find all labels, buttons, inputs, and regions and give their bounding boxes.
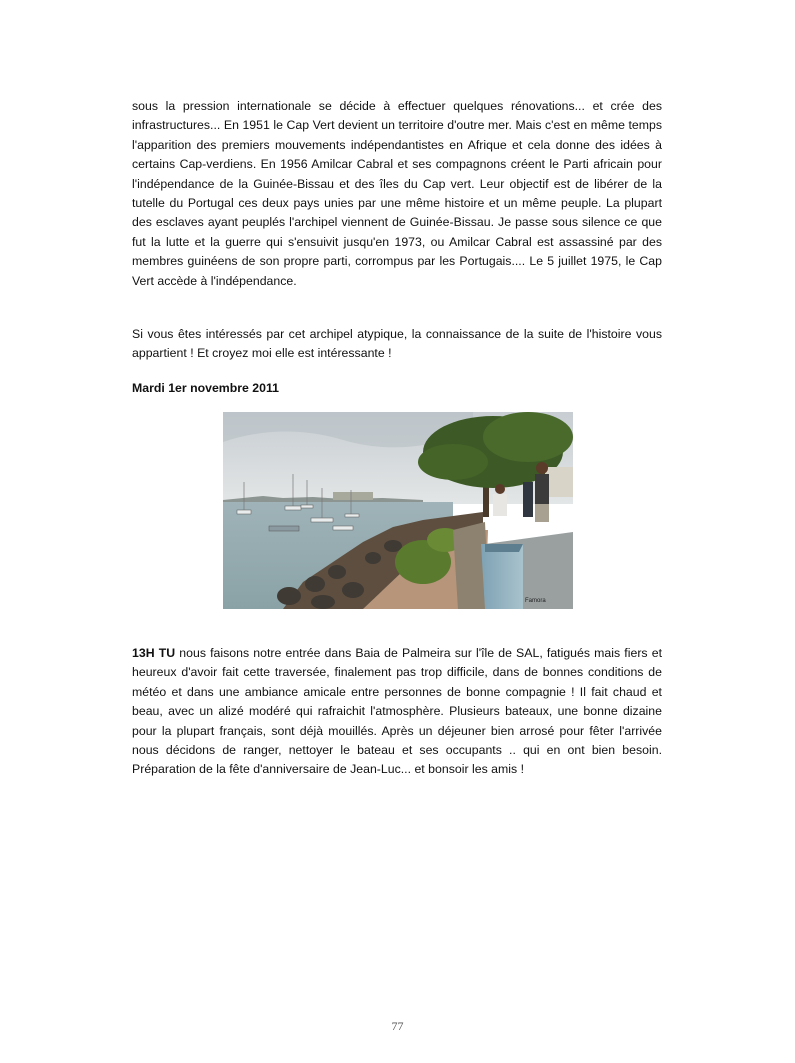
harbor-photo	[223, 412, 573, 609]
photo-credit: Famora	[525, 598, 546, 604]
arrival-time: 13H TU	[132, 646, 176, 660]
date-heading: Mardi 1er novembre 2011	[132, 381, 279, 395]
conclusion-paragraph: Si vous êtes intéressés par cet archipel atypique, la connaissance de la suite de l'histoire vous appartient ! Et croyez moi elle est intéressante !	[132, 327, 662, 361]
page-number: 77	[391, 1019, 404, 1033]
arrival-text: nous faisons notre entrée dans Baia de Palmeira sur l'île de SAL, fatigués mais fiers et heureux d'avoir fait cette traversée, finalement pas trop difficile, dans de bonnes conditions de météo et dans une ambiance amicale entre personnes de bonne compagnie ! Il fait chaud et beau, avec un alizé modéré qui rafraichit l'atmosphère. Plusieurs bateaux, une bonne dizaine pour la plupart français, sont déjà mouillés. Après un déjeuner bien arrosé pour fêter l'arrivée nous décidons de ranger, nettoyer le bateau et ses occupants .. qui en ont bien besoin. Préparation de la fête d'anniversaire de Jean-Luc... et bonsoir les amis !	[132, 646, 662, 777]
arrival-paragraph	[132, 644, 662, 780]
history-paragraph: sous la pression internationale se décide à effectuer quelques rénovations... et crée des infrastructures... En 1951 le Cap Vert devient un territoire d'outre mer. Mais c'est en même temps l'apparition des premiers mouvements indépendantistes en Afrique et cela donne des idées à certains Cap-verdiens. En 1956 Amilcar Cabral et ses compagnons créent le Parti africain pour l'indépendance de la Guinée-Bissau et des îles du Cap vert. Leur objectif est de libérer de la tutelle du Portugal ces deux pays unies par une même histoire et un même peuple. La plupart des esclaves ayant peuplés l'archipel viennent de Guinée-Bissau. Je passe sous silence ce que fut la lutte et la guerre qui s'ensuivit jusqu'en 1973, ou Amilcar Cabral est assassiné par des membres guinéens de son propre parti, corrompus par les Portugais.... Le 5 juillet 1975, le Cap Vert accède à l'indépendance.	[132, 99, 662, 288]
